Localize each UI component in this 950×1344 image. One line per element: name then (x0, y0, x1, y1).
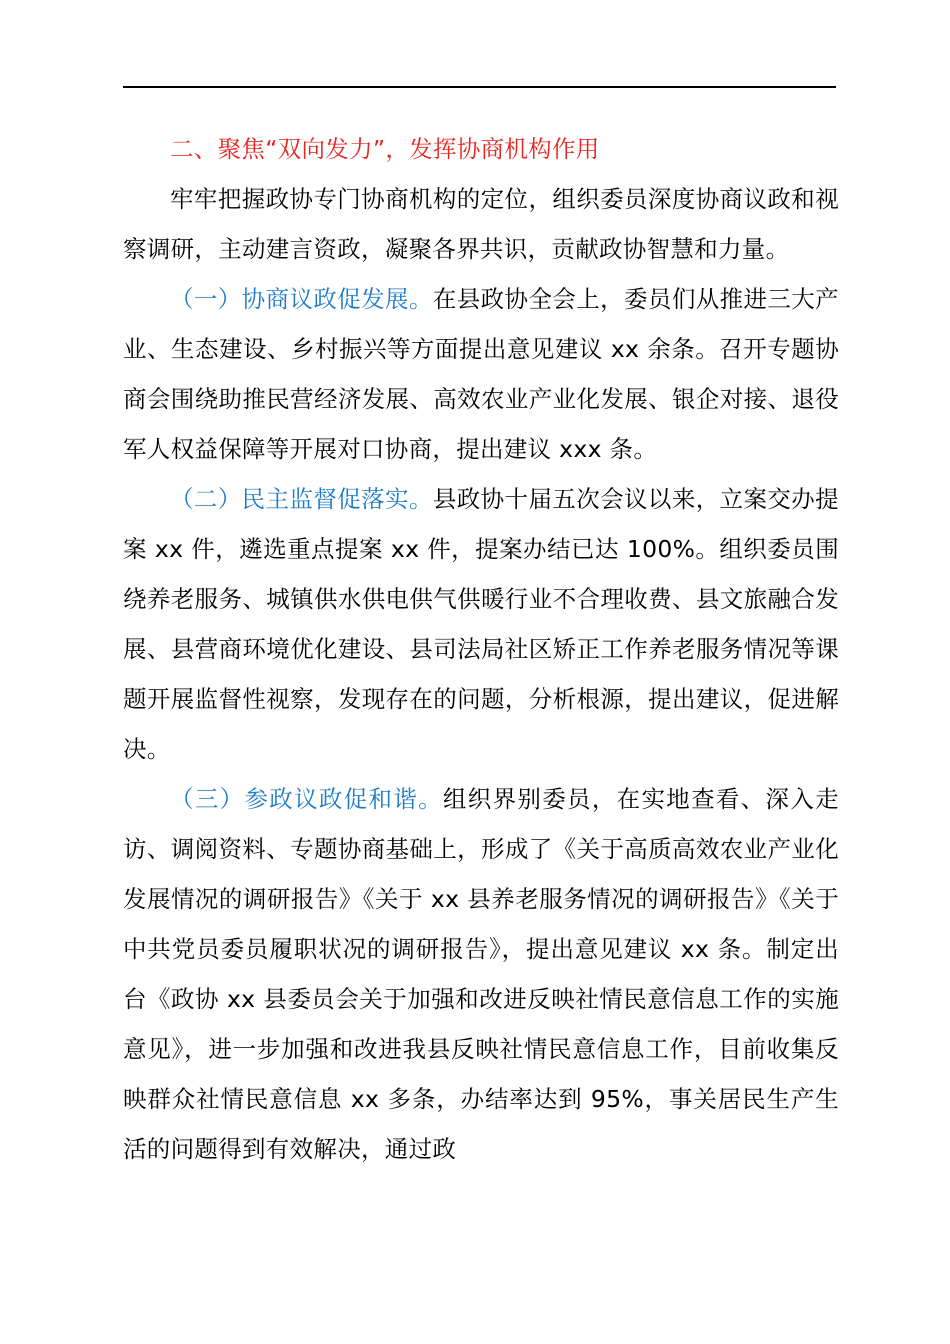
document-body (123, 124, 839, 1174)
item-paragraph-1 (123, 274, 839, 474)
header-rule (123, 86, 836, 88)
item-title-3: （三）参政议政促和谐。 (170, 785, 443, 813)
item-paragraph-3 (123, 774, 839, 1174)
item-body-1: 在县政协全会上，委员们从推进三大产业、生态建设、乡村振兴等方面提出意见建议 xx 余条。召开专题协商会围绕助推民营经济发展、高效农业产业化发展、银企对接、退役军人权益保障等开展对口协商，提出建议 xxx 条。 (123, 285, 839, 463)
item-title-2: （二）民主监督促落实。 (170, 485, 433, 513)
item-body-2: 县政协十届五次会议以来，立案交办提案 xx 件，遴选重点提案 xx 件，提案办结已达 100%。组织委员围绕养老服务、城镇供水供电供气供暖行业不合理收费、县文旅融合发展、县营商环境优化建设、县司法局社区矫正工作养老服务情况等课题开展监督性视察，发现存在的问题，分析根源，提出建议，促进解决。 (123, 485, 839, 763)
item-title-1: （一）协商议政促发展。 (170, 285, 433, 313)
intro-paragraph: 牢牢把握政协专门协商机构的定位，组织委员深度协商议政和视察调研，主动建言资政，凝聚各界共识，贡献政协智慧和力量。 (123, 185, 839, 263)
section-heading: 二、聚焦“双向发力”，发挥协商机构作用 (170, 135, 600, 163)
item-body-3: 组织界别委员，在实地查看、深入走访、调阅资料、专题协商基础上，形成了《关于高质高效农业产业化发展情况的调研报告》《关于 xx 县养老服务情况的调研报告》《关于中共党员委员履职状况的调研报告》，提出意见建议 xx 条。制定出台《政协 xx 县委员会关于加强和改进反映社情民意信息工作的实施意见》，进一步加强和改进我县反映社情民意信息工作，目前收集反映群众社情民意信息 xx 多条，办结率达到 95%，事关居民生产生活的问题得到有效解决，通过政 (123, 785, 839, 1163)
item-paragraph-2 (123, 474, 839, 774)
